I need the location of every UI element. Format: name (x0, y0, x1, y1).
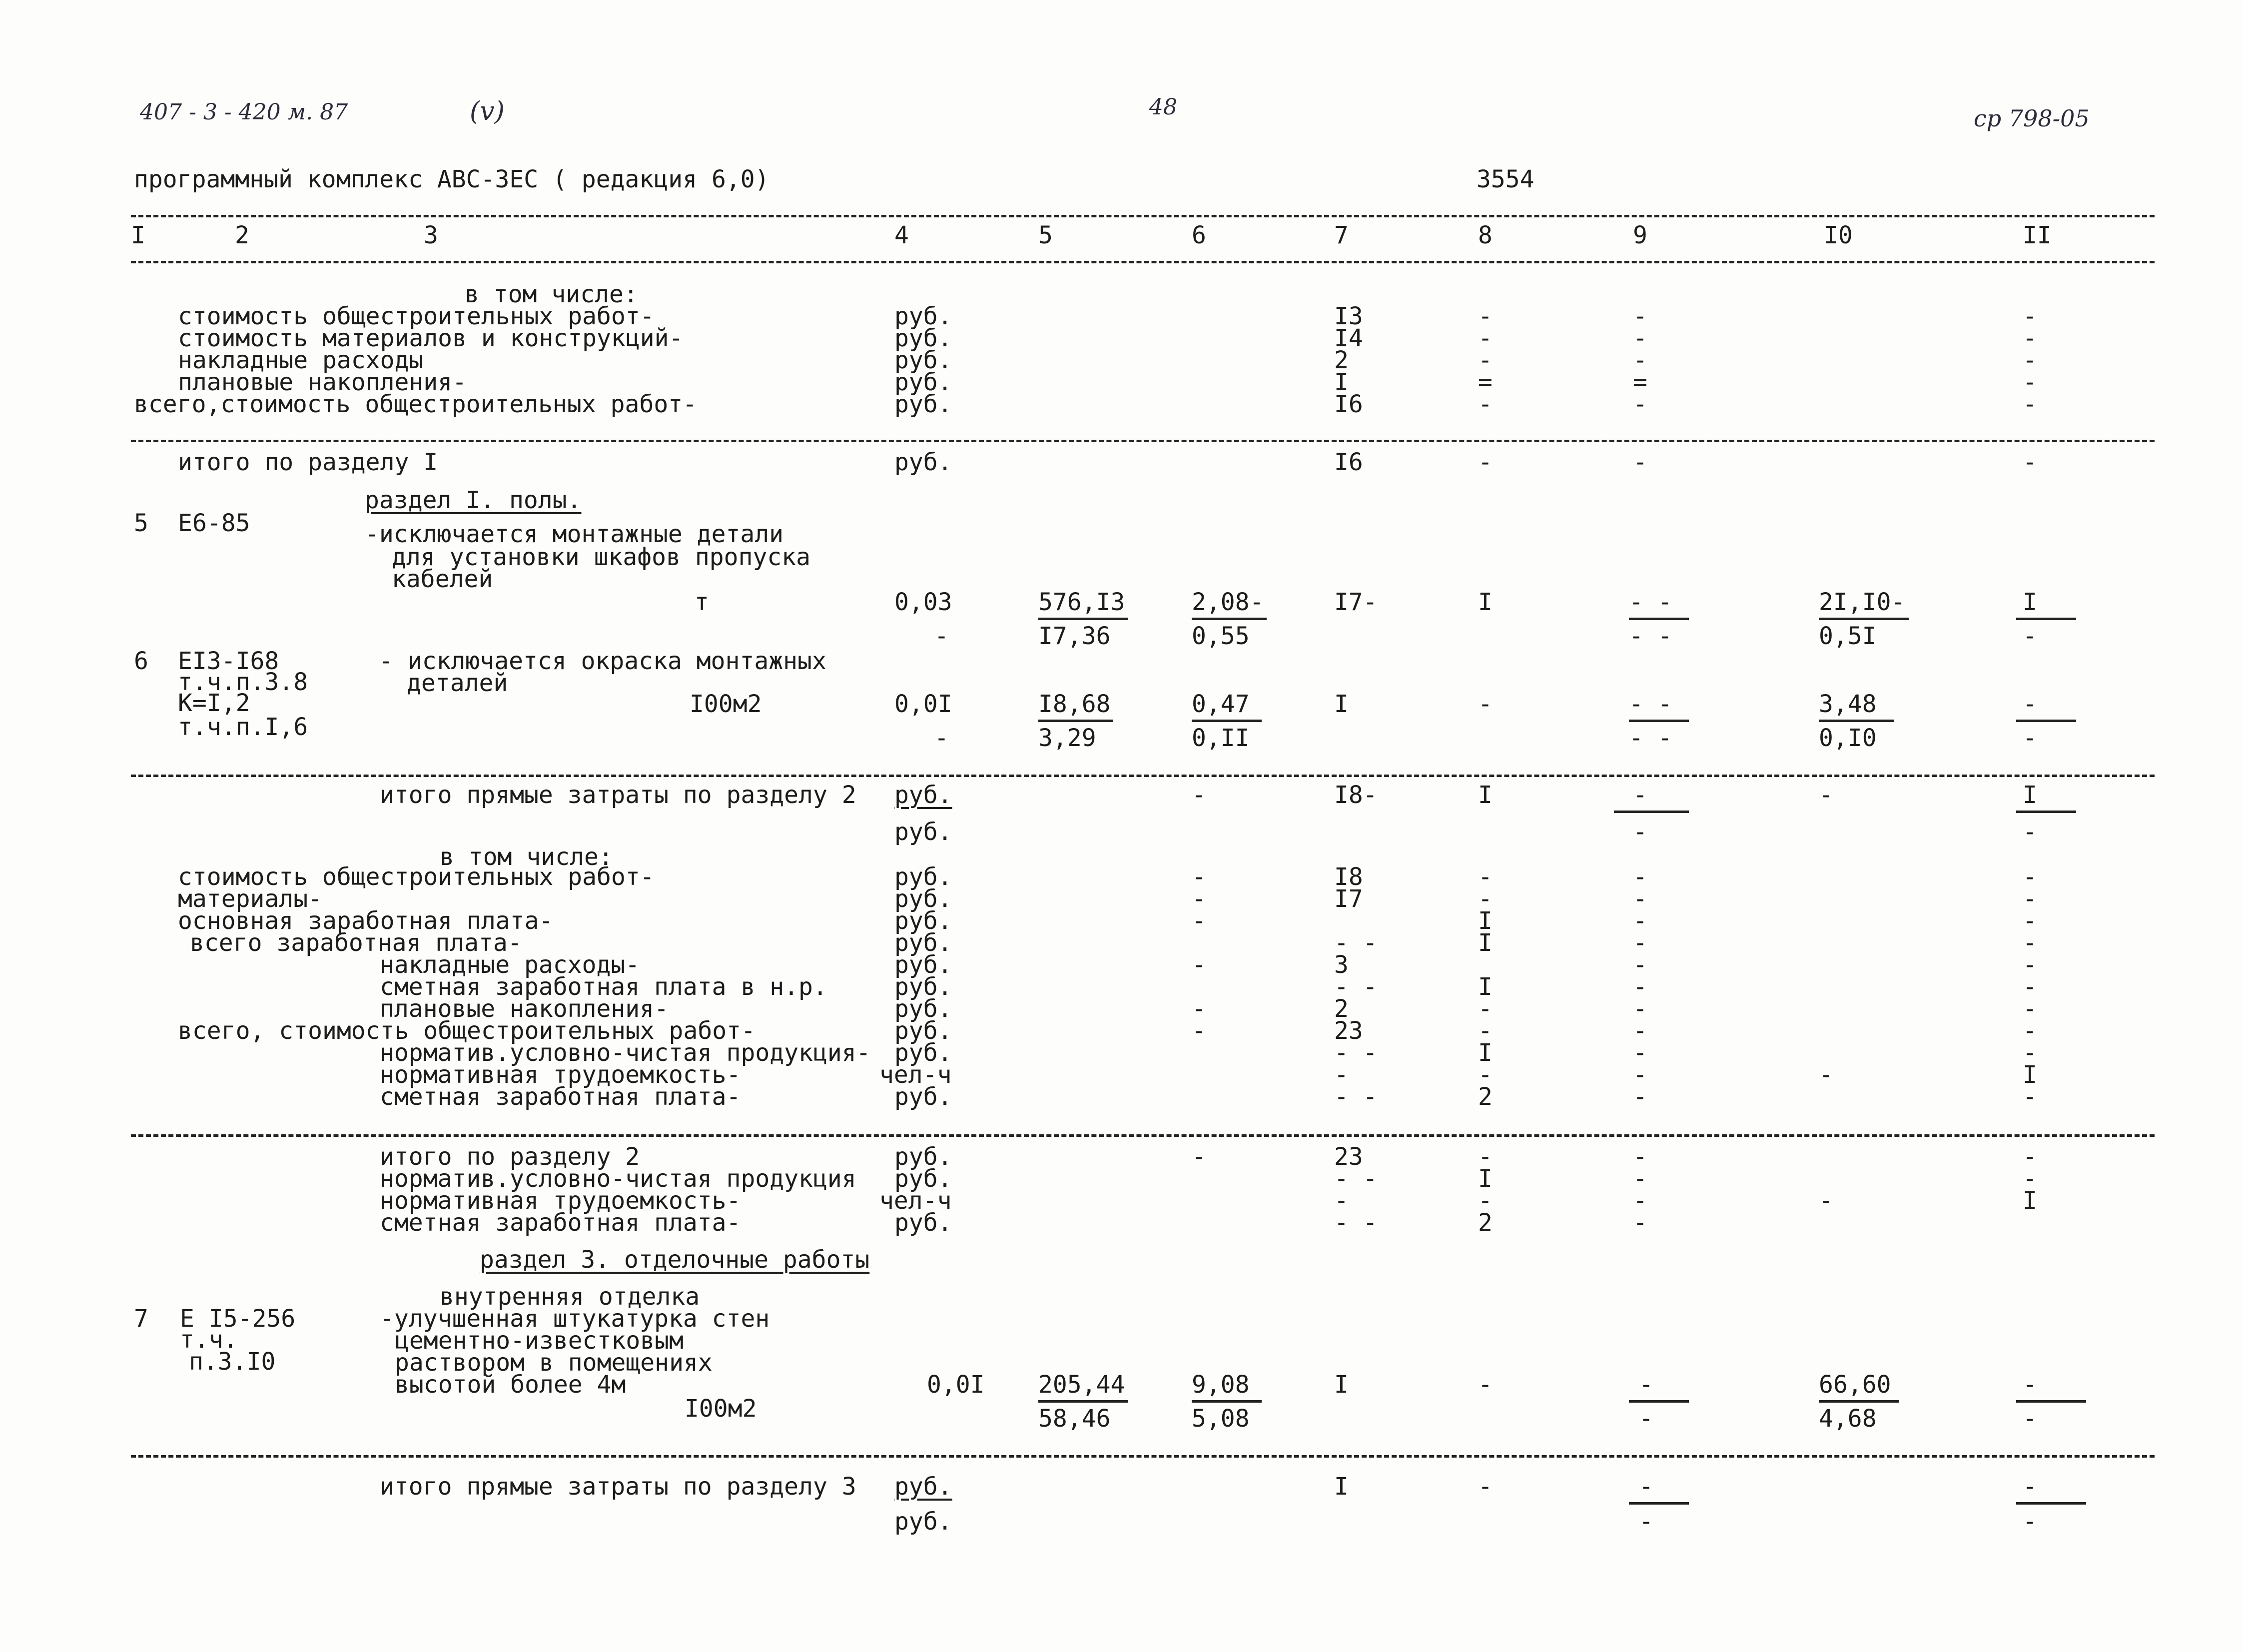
row-label: всего,стоимость общестроительных работ- (134, 390, 698, 418)
item-quantity-secondary: - (934, 622, 949, 650)
including-label: в том числе: (465, 280, 638, 308)
col6-value: - (1192, 863, 1206, 891)
row-label: стоимость материалов и конструкций- (178, 324, 684, 352)
row-unit: руб. (894, 995, 952, 1023)
col11-value: - (2023, 995, 2037, 1023)
col9-value: - (1639, 1508, 1653, 1536)
column-header: 3 (424, 221, 438, 249)
col10-value: - (1819, 1061, 1833, 1089)
col6-value: - (1192, 781, 1206, 809)
col8-value: I (1478, 1039, 1493, 1067)
col7-value: - - (1334, 929, 1378, 957)
col9-value: - (1633, 390, 1647, 418)
row-unit: руб. (894, 1017, 952, 1045)
section1-total-rule (131, 440, 2155, 442)
col9-value: - (1633, 973, 1647, 1001)
col6-bottom: 0,II (1192, 724, 1250, 752)
fraction-bar (2016, 1502, 2086, 1505)
fraction-bar (1629, 720, 1689, 722)
section2-direct-rule (131, 775, 2155, 777)
col8-value: - (1478, 1143, 1493, 1171)
item-quantity: 0,0I (894, 690, 952, 718)
col11-bottom: - (2023, 724, 2037, 752)
col7-value: I8 (1334, 863, 1363, 891)
col7-value: I (1334, 690, 1349, 718)
row-unit: руб. (894, 973, 952, 1001)
col9-value: - (1633, 1209, 1647, 1237)
col7-value: I (1334, 1371, 1349, 1399)
row-label: основная заработная плата- (178, 907, 554, 935)
item-code-note: К=I,2 (178, 689, 250, 717)
col8-value: - (1478, 885, 1493, 913)
col9-value: - (1633, 1083, 1647, 1111)
column-header: 7 (1334, 221, 1349, 249)
col9-value: - (1633, 885, 1647, 913)
row-label: плановые накопления- (380, 995, 669, 1023)
fraction-bar (2016, 618, 2076, 620)
col11-value: I (2023, 1187, 2037, 1215)
col11-value: - (2023, 951, 2037, 979)
col9-value: - (1633, 929, 1647, 957)
fraction-bar (1819, 720, 1894, 722)
row-label: материалы- (178, 885, 322, 913)
col8-value: I (1478, 1165, 1493, 1193)
col9-value: - (1633, 1061, 1647, 1089)
row-unit: руб. (894, 1473, 952, 1501)
item-description: цементно-известковым (395, 1327, 684, 1355)
col11-value: - (2023, 346, 2037, 374)
col11-value: - (2023, 907, 2037, 935)
item-description: -исключается монтажные детали (365, 520, 784, 548)
section-title: раздел 3. отделочные работы (480, 1246, 870, 1274)
col8-value: - (1478, 690, 1493, 718)
column-header: 9 (1633, 221, 1647, 249)
col11-value: - (2023, 1143, 2037, 1171)
col8-value: I (1478, 907, 1493, 935)
section1-total-label: итого по разделу I (178, 448, 438, 476)
revision-mark: (v) (470, 96, 505, 126)
col6-value: - (1192, 951, 1206, 979)
col8-value: I (1478, 588, 1493, 616)
row-label: норматив.условно-чистая продукция- (380, 1039, 871, 1067)
col7-value: I4 (1334, 324, 1363, 352)
col8-value: - (1478, 1473, 1493, 1501)
col8-value: 2 (1478, 1083, 1493, 1111)
col7-value: I8- (1334, 781, 1378, 809)
col7-value: - - (1334, 1209, 1378, 1237)
col8-value: - (1478, 324, 1493, 352)
row-label: сметная заработная плата- (380, 1083, 741, 1111)
col11-value: - (2023, 1165, 2037, 1193)
col8-value: - (1478, 1061, 1493, 1089)
row-unit: руб. (894, 324, 952, 352)
column-header: 4 (894, 221, 909, 249)
col7-value: - (1334, 1187, 1349, 1215)
item-unit: I00м2 (685, 1395, 757, 1423)
col10-bottom: 0,5I (1819, 622, 1877, 650)
col11-value: - (2023, 973, 2037, 1001)
col5-top: 576,I3 (1038, 588, 1125, 616)
fraction-bar (1192, 1400, 1262, 1403)
item-description: -улучшенная штукатурка стен (380, 1305, 770, 1333)
col11-value: I (2023, 1061, 2037, 1089)
item-description: кабелей (392, 565, 493, 593)
header-bottom-rule (131, 261, 2155, 263)
fraction-bar (2016, 1400, 2086, 1403)
col9-value: - (1633, 1165, 1647, 1193)
col7-value: 23 (1334, 1143, 1363, 1171)
col6-value: - (1192, 995, 1206, 1023)
item-quantity: 0,03 (894, 588, 952, 616)
col10-top: 3,48 (1819, 690, 1877, 718)
col9-value: - (1633, 1039, 1647, 1067)
col11-value: - (2023, 448, 2037, 476)
col9-value: - (1633, 302, 1647, 330)
col9-value: - (1633, 951, 1647, 979)
row-label: всего заработная плата- (190, 929, 522, 957)
program-caption: программный комплекс АВС-3ЕС ( редакция 6,0) (134, 165, 769, 193)
row-unit: руб. (894, 885, 952, 913)
col8-value: = (1478, 368, 1493, 396)
col8-value: I (1478, 973, 1493, 1001)
sheet-code: ср 798-05 (1974, 105, 2090, 132)
row-unit: руб. (894, 1039, 952, 1067)
col11-top: I (2023, 588, 2037, 616)
item-code-note: п.3.I0 (189, 1348, 276, 1376)
fraction-bar (1192, 618, 1267, 620)
col6-top: 9,08 (1192, 1371, 1250, 1399)
item-description: для установки шкафов пропуска (392, 543, 811, 571)
document-code: 407 - 3 - 420 м. 87 (140, 99, 348, 125)
row-unit: руб. (894, 368, 952, 396)
direct-costs-label: итого прямые затраты по разделу 2 (380, 781, 856, 809)
column-header: II (2023, 221, 2052, 249)
row-label: итого по разделу 2 (380, 1143, 640, 1171)
col8-value: - (1478, 448, 1493, 476)
row-unit: руб. (894, 346, 952, 374)
table-top-rule (131, 215, 2155, 217)
row-label: норматив.условно-чистая продукция (380, 1165, 856, 1193)
col11-bottom: - (2023, 1405, 2037, 1433)
row-label: нормативная трудоемкость- (380, 1061, 741, 1089)
col11-value: - (2023, 863, 2037, 891)
row-unit: руб. (894, 1165, 952, 1193)
row-unit: руб. (894, 448, 952, 476)
col9-top: - - (1629, 588, 1672, 616)
col8-value: - (1478, 390, 1493, 418)
col8-value: I (1478, 929, 1493, 957)
col8-value: - (1478, 302, 1493, 330)
col11-value: - (2023, 302, 2037, 330)
fraction-bar (1629, 1400, 1689, 1403)
col6-bottom: 0,55 (1192, 622, 1250, 650)
col11-value: - (2023, 929, 2037, 957)
col8-value: - (1478, 1371, 1493, 1399)
row-label: стоимость общестроительных работ- (178, 863, 655, 891)
col9-value: - (1633, 324, 1647, 352)
row-unit: руб. (894, 907, 952, 935)
row-label: накладные расходы- (380, 951, 640, 979)
fraction-bar (2016, 811, 2076, 813)
row-unit: руб. (894, 951, 952, 979)
col6-bottom: 5,08 (1192, 1405, 1250, 1433)
item-code: ЕI3-I68 (178, 647, 279, 675)
col8-value: - (1478, 995, 1493, 1023)
row-label: стоимость общестроительных работ- (178, 302, 655, 330)
item-description: раствором в помещениях (395, 1349, 713, 1377)
col9-value: - (1633, 781, 1647, 809)
col9-bottom: - - (1629, 724, 1672, 752)
col8-value: - (1478, 346, 1493, 374)
item-unit: т (695, 588, 709, 616)
item-quantity: 0,0I (927, 1371, 985, 1399)
col9-value: = (1633, 368, 1647, 396)
row-unit: чел-ч (879, 1061, 952, 1089)
col6-top: 0,47 (1192, 690, 1250, 718)
fraction-bar (2016, 720, 2076, 722)
section3-direct-rule (131, 1455, 2155, 1458)
col11-value: - (2023, 1017, 2037, 1045)
item-description: высотой более 4м (395, 1371, 626, 1399)
col7-value: - (1334, 1061, 1349, 1089)
col7-value: I6 (1334, 390, 1363, 418)
fraction-bar (1038, 720, 1113, 722)
col6-value: - (1192, 1017, 1206, 1045)
row-label: нормативная трудоемкость- (380, 1187, 741, 1215)
col9-value: - (1633, 995, 1647, 1023)
item-number: 7 (134, 1305, 148, 1333)
col7-value: 23 (1334, 1017, 1363, 1045)
col10-value: - (1819, 781, 1833, 809)
col7-value: 3 (1334, 951, 1349, 979)
col11-value: - (2023, 1039, 2037, 1067)
row-unit: руб. (894, 1143, 952, 1171)
fraction-bar (1629, 1502, 1689, 1505)
col11-value: - (2023, 1508, 2037, 1536)
col9-top: - (1639, 1371, 1653, 1399)
row-unit: чел-ч (879, 1187, 952, 1215)
row-unit: руб. (894, 818, 952, 846)
col8-value: I (1478, 781, 1493, 809)
row-unit: руб. (894, 781, 952, 809)
col9-value: - (1633, 1017, 1647, 1045)
col7-value: - - (1334, 973, 1378, 1001)
item-subheading: внутренняя отделка (440, 1283, 700, 1311)
col11-value: - (2023, 818, 2037, 846)
including-label: в том числе: (440, 843, 613, 871)
col11-value: - (2023, 885, 2037, 913)
col11-bottom: - (2023, 622, 2037, 650)
row-label: сметная заработная плата в н.р. (380, 973, 827, 1001)
col9-top: - - (1629, 690, 1672, 718)
col11-value: - (2023, 1473, 2037, 1501)
col8-value: - (1478, 1187, 1493, 1215)
col7-value: I3 (1334, 302, 1363, 330)
col11-top: - (2023, 1371, 2037, 1399)
row-label: плановые накопления- (178, 368, 467, 396)
column-header: 8 (1478, 221, 1493, 249)
reference-number: 3554 (1477, 165, 1534, 193)
row-label: накладные расходы (178, 346, 424, 374)
row-label: сметная заработная плата- (380, 1209, 741, 1237)
col7-value: I7 (1334, 885, 1363, 913)
column-header: 2 (235, 221, 249, 249)
column-header: I (131, 221, 145, 249)
item-description: деталей (407, 669, 508, 697)
fraction-bar (1629, 618, 1689, 620)
col11-value: - (2023, 390, 2037, 418)
col6-value: - (1192, 907, 1206, 935)
col7-value: - - (1334, 1083, 1378, 1111)
col10-value: - (1819, 1187, 1833, 1215)
col8-value: - (1478, 863, 1493, 891)
col6-top: 2,08- (1192, 588, 1264, 616)
col8-value: - (1478, 1017, 1493, 1045)
col6-value: - (1192, 885, 1206, 913)
row-unit: руб. (894, 1083, 952, 1111)
col10-bottom: 4,68 (1819, 1405, 1877, 1433)
col9-value: - (1633, 907, 1647, 935)
col9-bottom: - - (1629, 622, 1672, 650)
fraction-bar (1192, 720, 1262, 722)
col7-value: I7- (1334, 588, 1378, 616)
col5-bottom: I7,36 (1038, 622, 1111, 650)
row-unit: руб. (894, 863, 952, 891)
fraction-bar (1038, 618, 1128, 620)
col5-top: 205,44 (1038, 1371, 1125, 1399)
section2-total-rule (131, 1134, 2155, 1137)
item-unit: I00м2 (690, 690, 762, 718)
col9-bottom: - (1639, 1405, 1653, 1433)
row-unit: руб. (894, 390, 952, 418)
fraction-bar (1819, 618, 1909, 620)
item-number: 5 (134, 509, 148, 537)
col10-top: 66,60 (1819, 1371, 1891, 1399)
col7-value: I6 (1334, 448, 1363, 476)
col9-value: - (1633, 1187, 1647, 1215)
item-description: - исключается окраска монтажных (379, 647, 826, 675)
col11-top: - (2023, 690, 2037, 718)
col11-value: - (2023, 368, 2037, 396)
col5-bottom: 3,29 (1038, 724, 1096, 752)
col7-value: 2 (1334, 346, 1349, 374)
section-title: раздел I. полы. (365, 486, 582, 514)
col11-value: I (2023, 781, 2037, 809)
row-unit: руб. (894, 302, 952, 330)
col5-bottom: 58,46 (1038, 1405, 1111, 1433)
col11-value: - (2023, 324, 2037, 352)
col9-value: - (1633, 346, 1647, 374)
col7-value: 2 (1334, 995, 1349, 1023)
item-code: Е6-85 (178, 509, 250, 537)
item-code: Е I5-256 (180, 1305, 296, 1333)
fraction-bar (1819, 1400, 1899, 1403)
col7-value: - - (1334, 1165, 1378, 1193)
page-number: 48 (1149, 94, 1177, 120)
col6-value: - (1192, 1143, 1206, 1171)
fraction-bar (1614, 811, 1689, 813)
col9-value: - (1633, 448, 1647, 476)
col8-value: 2 (1478, 1209, 1493, 1237)
item-number: 6 (134, 647, 148, 675)
column-header: I0 (1824, 221, 1853, 249)
row-unit: руб. (894, 1209, 952, 1237)
col7-value: - - (1334, 1039, 1378, 1067)
col7-value: I (1334, 368, 1349, 396)
col9-value: - (1633, 818, 1647, 846)
col11-value: - (2023, 1083, 2037, 1111)
item-quantity-secondary: - (934, 724, 949, 752)
col10-top: 2I,I0- (1819, 588, 1906, 616)
direct-costs-label: итого прямые затраты по разделу 3 (380, 1473, 856, 1501)
item-code-note: т.ч. (180, 1326, 238, 1354)
row-unit: руб. (894, 1508, 952, 1536)
col9-value: - (1633, 1143, 1647, 1171)
row-label: всего, стоимость общестроительных работ- (178, 1017, 755, 1045)
col9-value: - (1633, 863, 1647, 891)
column-header: 6 (1192, 221, 1206, 249)
col5-top: I8,68 (1038, 690, 1111, 718)
column-header: 5 (1038, 221, 1053, 249)
item-code-note: т.ч.п.I,6 (178, 713, 308, 741)
fraction-bar (1038, 1400, 1128, 1403)
col7-value: I (1334, 1473, 1349, 1501)
col10-bottom: 0,I0 (1819, 724, 1877, 752)
col9-value: - (1639, 1473, 1653, 1501)
row-unit: руб. (894, 929, 952, 957)
item-code-note: т.ч.п.3.8 (178, 668, 308, 696)
